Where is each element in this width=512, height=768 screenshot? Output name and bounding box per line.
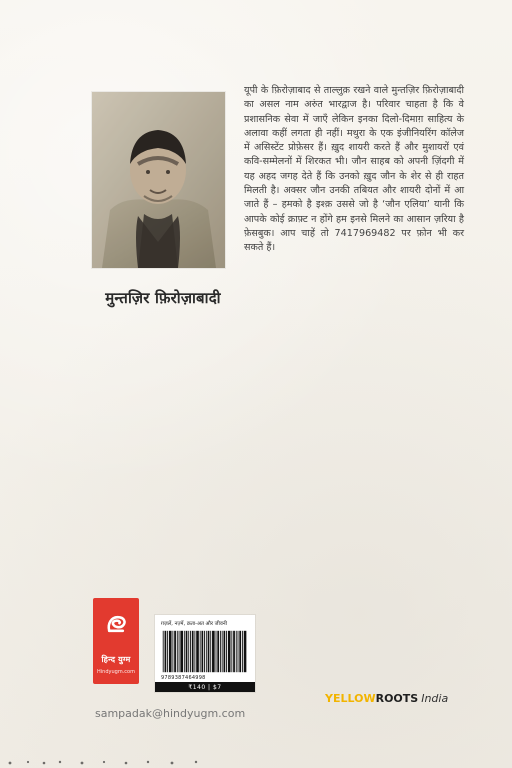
hindyugm-logo-icon: [93, 598, 139, 650]
imprint-brand: [325, 692, 448, 705]
price-bar: [155, 682, 255, 692]
publisher-logo: [93, 598, 139, 684]
author-name: मुन्तज़िर फ़िरोज़ाबादी: [105, 289, 221, 307]
author-photo-illustration: [92, 92, 225, 268]
author-photo: [92, 92, 225, 268]
publisher-logo-subtext: Hindyugm.com: [97, 669, 135, 675]
author-bio: यूपी के फ़िरोज़ाबाद से ताल्लुक़ रखने वाले मुन्तज़िर फ़िरोज़ाबादी का असल नाम अरुंत भारद्वाज है। परिवार चाहता है कि वे प्रशासनिक सेवा में जाएँ लेकिन इनका दिलो-दिमाग़ साहित्य के अलावा कहीं लगता ही नहीं। मथुरा के एक इंजीनियरिंग कॉलेज में असिस्टेंट प्रोफ़ेसर हैं। ख़ुद शायरी करते हैं और मुशायरों एवं कवि-सम्मेलनों में शिरकत भी। जौन साहब को अपनी ज़िंदगी में यह अहद जगह देते हैं कि उनको ख़ुद जौन के शेर से ही राहत मिलती है। अक्सर जौन उनकी तबियत और शायरी दोनों में आ जाते हैं – हमको है इश्क़ उससे जो है ‘जौन एलिया’ यानी कि आपके कोई क्राफ़्ट न होंगे हम इनसे मिलने का आसान ज़रिया है फ़ेसबुक। आप चाहें तो 7417969482 पर फ़ोन भी कर सकते हैं।: [244, 85, 464, 254]
barcode-top-text: ग़ज़लें, नज़्में, क़ता-अत और जीवनी: [161, 621, 227, 627]
bottom-decoration: [0, 751, 512, 768]
barcode-number: 9789387464998: [161, 675, 206, 681]
publisher-logo-text: हिन्द युग्म: [101, 655, 131, 664]
publisher-email: sampadak@hindyugm.com: [95, 707, 246, 720]
imprint-yellow-text: YELLOW: [325, 692, 376, 705]
price-text: ₹140 | $7: [188, 683, 222, 691]
imprint-roots-text: ROOTS: [375, 692, 419, 705]
imprint-india-text: India: [421, 692, 449, 705]
barcode-icon: [161, 629, 249, 674]
barcode: [155, 615, 255, 692]
